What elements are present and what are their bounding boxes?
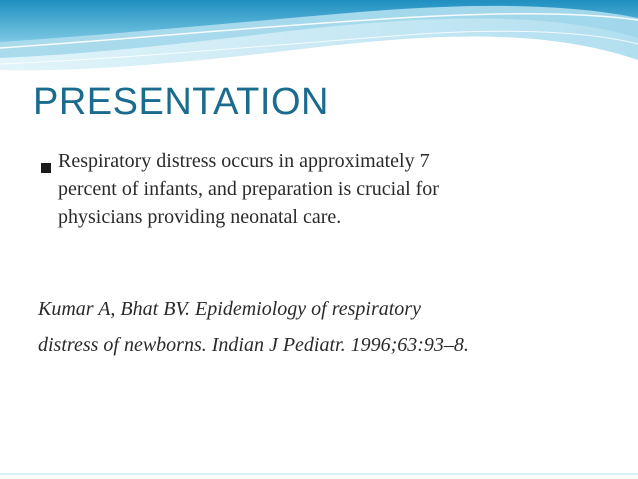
square-bullet-icon [40, 147, 58, 231]
bullet-point [40, 147, 560, 231]
bullet-text-line: Respiratory distress occurs in approximately 7 [58, 150, 430, 172]
bullet-text-line: percent of infants, and preparation is crucial for [58, 178, 439, 200]
footer-divider [0, 473, 638, 475]
slide-title: PRESENTATION [33, 81, 329, 123]
citation [38, 291, 618, 363]
header-wave-graphic [0, 0, 638, 85]
bullet-text-line: physicians providing neonatal care. [58, 206, 342, 228]
citation-line: distress of newborns. Indian J Pediatr. 1996;63:93–8. [38, 334, 469, 356]
citation-line: Kumar A, Bhat BV. Epidemiology of respiratory [38, 298, 421, 320]
